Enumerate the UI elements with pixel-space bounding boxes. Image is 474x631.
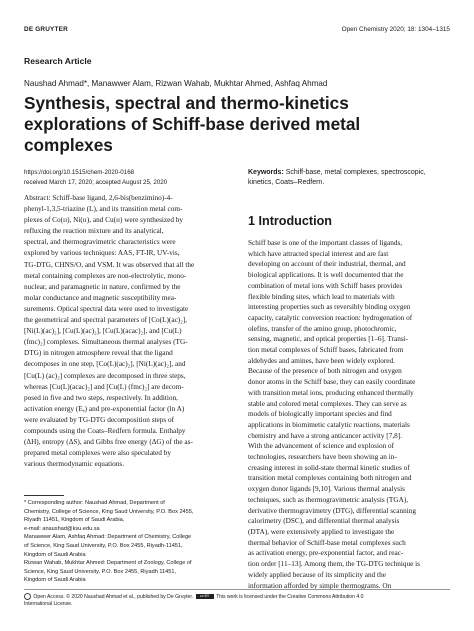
paragraph-line: as activation energy, pre-exponential factor, and reac- bbox=[248, 549, 404, 558]
copyright-text: Open Access. © 2020 Naushad Ahmad et al., published by De Gruyter. bbox=[33, 593, 194, 600]
paragraph-line: Because of the presence of both nitrogen and oxygen bbox=[248, 367, 402, 376]
paragraph-line: Schiff base is one of the important classes of ligands, bbox=[248, 239, 403, 247]
footnote-line: of Science, King Saud University, P.O. Box 2455, Riyadh-11451, bbox=[24, 542, 183, 549]
abstract-line: spectral, and thermogravimetric characteristics were bbox=[24, 238, 176, 247]
keywords-text: kinetics, Coats–Redfern. bbox=[248, 178, 325, 186]
footnote-line: Kingdom of Saudi Arabia bbox=[24, 577, 86, 584]
paragraph-line: tion metal complexes of Schiff bases, fabricated from bbox=[248, 346, 404, 355]
footnote-line: Kingdom of Saudi Arabia bbox=[24, 551, 86, 558]
title-line: explorations of Schiff-base derived metal bbox=[24, 114, 361, 134]
license-footer bbox=[24, 593, 454, 609]
paragraph-line: With the advancement of science and explosion of bbox=[248, 442, 395, 451]
abstract-line: surements. Optical spectral data were used to investigate bbox=[24, 304, 189, 313]
abstract-line: phenyl-1,3,5-triazine (L), and its transition metal com- bbox=[24, 205, 183, 214]
keywords-label: Keywords: bbox=[248, 169, 284, 176]
article-type: Research Article bbox=[24, 56, 92, 66]
footnote-line: Riyadh 11451, Kingdom of Saudi Arabia, bbox=[24, 517, 125, 524]
paragraph-line: combination of metal ions with Schiff bases provides bbox=[248, 281, 403, 290]
abstract-line: compounds using the Coats–Redfern formula. Enthalpy bbox=[24, 426, 186, 435]
paragraph-line: tion order [11–13]. Among them, the TG-DTG technique is bbox=[248, 560, 420, 569]
paragraph-line: developing on account of their industrial, thermal, and bbox=[248, 260, 406, 269]
paragraph-line: creasing interest in solid-state thermal kinetic studies of bbox=[248, 463, 410, 472]
paragraph-line: thermal behavior of Schiff-base metal complexes such bbox=[248, 538, 406, 547]
title-line: complexes bbox=[24, 135, 113, 155]
abstract-line: explored by various techniques: AAS, FT-IR, UV-vis, bbox=[24, 249, 180, 258]
open-access-icon bbox=[24, 593, 31, 600]
abstract-line: prepared metal complexes were also speculated by bbox=[24, 449, 171, 458]
paragraph-line: donor atoms in the Schiff base, they can easily coordinate bbox=[248, 378, 416, 387]
paragraph-line: capacity, catalytic conversion reaction: hydrogenation of bbox=[248, 313, 413, 322]
article-meta bbox=[24, 168, 167, 187]
abstract-line: nuclear, and paramagnetic in nature, confirmed by the bbox=[24, 282, 181, 291]
paragraph-line: techniques, such as thermogravimetric analysis (TGA), bbox=[248, 495, 409, 504]
paragraph-line: aldehydes and amines, have been widely explored. bbox=[248, 356, 395, 365]
abstract-line: (fmc)₂] complexes. Simultaneous thermal analyses (TG- bbox=[24, 338, 188, 347]
introduction-text bbox=[248, 238, 452, 591]
doi-link[interactable]: https://doi.org/10.1515/chem-2020-0168 bbox=[24, 169, 135, 176]
cc-by-license-badge[interactable]: cc BY bbox=[196, 594, 214, 600]
paragraph-line: stable and colored metal complexes. They can serve as bbox=[248, 399, 407, 408]
footnote-line: * Corresponding author: Naushad Ahmad, Department of bbox=[24, 500, 165, 506]
paragraph-line: sensing, magnetic, and optical properties [1–6]. Transi- bbox=[248, 335, 409, 344]
paragraph-line: interesting properties such as reversibly binding oxygen bbox=[248, 303, 411, 312]
footnote-line: Chemistry, College of Science, King Saud University, P.O. Box 2455, bbox=[24, 508, 194, 515]
abstract-line: DTG) in nitrogen atmosphere reveal that the ligand bbox=[24, 349, 173, 358]
keywords bbox=[248, 168, 448, 187]
title-line: Synthesis, spectral and thermo-kinetics bbox=[24, 93, 349, 113]
section-heading: 1 Introduction bbox=[248, 214, 332, 228]
paragraph-line: widely applied because of its simplicity and the bbox=[248, 570, 386, 579]
paragraph-line: chemistry and have a strong anticancer activity [7,8]. bbox=[248, 431, 403, 440]
footnote-line: Rizwan Wahab, Mukhtar Ahmed: Department of Zoology, College of bbox=[24, 560, 192, 567]
article-title bbox=[24, 93, 434, 156]
abstract-line: Abstract: Schiff-base ligand, 2,6-bis(benzimino)-4- bbox=[24, 194, 173, 202]
license-text-continued: International License. bbox=[24, 601, 73, 608]
received-accepted-dates: received March 17, 2020; accepted August 25, 2020 bbox=[24, 178, 168, 186]
footnote-line: e-mail: anaushad@ksu.edu.sa bbox=[24, 525, 100, 532]
abstract-line: whereas [Cu(L)(acac)₂] and [Cu(L) (fmc)₂] are decom- bbox=[24, 382, 184, 391]
footnote-line: Science, King Saud University, P.O. Box 2455, Riyadh 11451, bbox=[24, 568, 177, 575]
paragraph-line: technologies, researchers have been showing an in- bbox=[248, 453, 397, 462]
paragraph-line: (DTA), were extensively applied to investigate the bbox=[248, 527, 395, 536]
abstract-line: metal containing complexes are non-electrolytic, mono- bbox=[24, 271, 187, 280]
abstract-line: plexes of Co(ɪɪ), Ni(ɪɪ), and Cu(ɪɪ) were synthesized by bbox=[24, 216, 184, 225]
footnote-divider bbox=[24, 495, 64, 496]
page-header bbox=[24, 26, 450, 38]
paragraph-line: which have attracted special interest and are fast bbox=[248, 249, 389, 258]
paragraph-line: applications in biomimetic catalytic reactions, materials bbox=[248, 420, 410, 429]
author-list: Naushad Ahmad*, Manawwer Alam, Rizwan Wahab, Mukhtar Ahmed, Ashfaq Ahmad bbox=[24, 79, 328, 88]
abstract-line: decomposes in one step, [Co(L)(ac)₂], [Ni(L)(ac)₂], and bbox=[24, 360, 186, 369]
abstract-line: were evaluated by TG-DTG decomposition steps of bbox=[24, 415, 175, 424]
footnote-line: Manawwer Alam, Ashfaq Ahmad: Department of Chemistry, College bbox=[24, 534, 192, 541]
paragraph-line: models of biologically important species and find bbox=[248, 410, 392, 419]
keywords-text: Schiff-base, metal complexes, spectroscopic, bbox=[285, 169, 426, 176]
paragraph-line: information afforded by simple thermograms. On bbox=[248, 581, 392, 590]
abstract-line: [Cu(L) (ac)₂] complexes are decomposed in three steps, bbox=[24, 371, 186, 380]
abstract-line: molar conductance and magnetic susceptibility mea- bbox=[24, 293, 177, 302]
paragraph-line: olefins, transfer of the amino group, photochromic, bbox=[248, 324, 397, 333]
paragraph-line: biological applications. It is well documented that the bbox=[248, 271, 404, 280]
paragraph-line: transition metal complexes containing both nitrogen and bbox=[248, 474, 412, 483]
journal-reference: Open Chemistry 2020; 18: 1304–1315 bbox=[341, 26, 450, 33]
paragraph-line: derivative thermogravimetry (DTG), differential scanning bbox=[248, 506, 416, 515]
abstract-line: [Ni(L)(ac)₂], [Cu(L)(ac)₂], [Cu(L)(acac)₂], and [Cu(L) bbox=[24, 327, 182, 336]
abstract bbox=[24, 193, 236, 470]
abstract-line: posed in five and two steps, respectively. In addition, bbox=[24, 393, 178, 402]
abstract-line: activation energy (Eₐ) and pre-exponential factor (ln A) bbox=[24, 404, 185, 413]
abstract-line: refluxing the reaction mixture and its analytical, bbox=[24, 227, 164, 236]
abstract-line: various thermodynamic equations. bbox=[24, 460, 125, 469]
paragraph-line: flexible binding sites, which lead to materials with bbox=[248, 292, 395, 301]
paragraph-line: with transition metal ions, producing enhanced thermally bbox=[248, 388, 414, 397]
abstract-line: (ΔH), entropy (ΔS), and Gibbs free energy (ΔG) of the as- bbox=[24, 438, 193, 447]
publisher-name: DE GRUYTER bbox=[24, 26, 68, 33]
paragraph-line: oxygen donor ligands [9,10]. Various thermal analysis bbox=[248, 485, 405, 494]
paragraph-line: calorimetry (DSC), and differential thermal analysis bbox=[248, 517, 400, 526]
author-affiliations bbox=[24, 499, 242, 585]
license-text: This work is licensed under the Creative Commons Attribution 4.0 bbox=[215, 593, 364, 600]
footer-divider bbox=[24, 589, 450, 590]
abstract-line: the geometrical and spectral parameters of [Co(L)(ac)₂], bbox=[24, 316, 187, 325]
abstract-line: TG-DTG, CHNS/O, and VSM. It was observed that all the bbox=[24, 260, 195, 269]
